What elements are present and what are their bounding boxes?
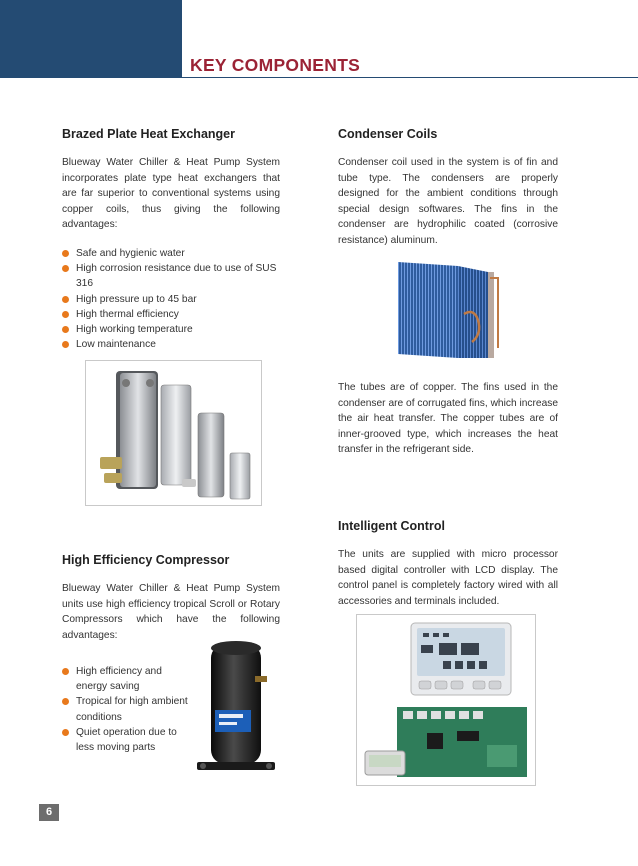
list-item: Quiet operation due to less moving parts <box>62 725 188 755</box>
condenser-paragraph-1: Condenser coil used in the system is of fin and tube type. The condensers are properly designed for the ambient conditions through special design softwares. The fins in the condenser are hydrophilic coated (corrosive resistance) aluminum. <box>338 157 558 246</box>
header-rule <box>0 77 638 78</box>
control-heading: Intelligent Control <box>338 519 445 533</box>
plate-heat-exchanger-image <box>85 360 262 506</box>
list-item: Low maintenance <box>62 337 280 352</box>
compressor-advantages-list <box>62 664 188 755</box>
list-item: High working temperature <box>62 322 280 337</box>
header-color-band <box>0 0 182 78</box>
list-item: High thermal efficiency <box>62 307 280 322</box>
list-item: High pressure up to 45 bar <box>62 292 280 307</box>
list-item: High efficiency and energy saving <box>62 664 188 694</box>
list-item: Tropical for high ambient conditions <box>62 694 188 724</box>
condenser-coil-image <box>392 258 504 364</box>
compressor-paragraph: Blueway Water Chiller & Heat Pump System units use high efficiency tropical Scroll or Rotary Compressors which have the following advantages: <box>62 583 280 641</box>
scroll-compressor-image <box>191 638 280 783</box>
page-number: 6 <box>39 804 59 821</box>
page-title: KEY COMPONENTS <box>190 55 361 75</box>
control-paragraph: The units are supplied with micro processor based digital controller with LCD display. The control panel is completely factory wired with all accessories and terminals included. <box>338 549 558 607</box>
brazed-heading: Brazed Plate Heat Exchanger <box>62 127 235 141</box>
list-item: Safe and hygienic water <box>62 246 280 261</box>
brazed-advantages-list <box>62 246 280 352</box>
condenser-heading: Condenser Coils <box>338 127 438 141</box>
condenser-paragraph-2: The tubes are of copper. The fins used in the condenser are of corrugated fins, which increase the air heat transfer. The copper tubes are of inner-grooved type, which increases the heat transfer in the refrigerant side. <box>338 382 558 456</box>
list-item: High corrosion resistance due to use of SUS 316 <box>62 261 280 291</box>
compressor-heading: High Efficiency Compressor <box>62 553 230 567</box>
brazed-paragraph: Blueway Water Chiller & Heat Pump System incorporates plate type heat exchangers that are far superior to conventional systems using copper coils, thus giving the following advantages: <box>62 157 280 231</box>
controller-image <box>356 614 536 786</box>
